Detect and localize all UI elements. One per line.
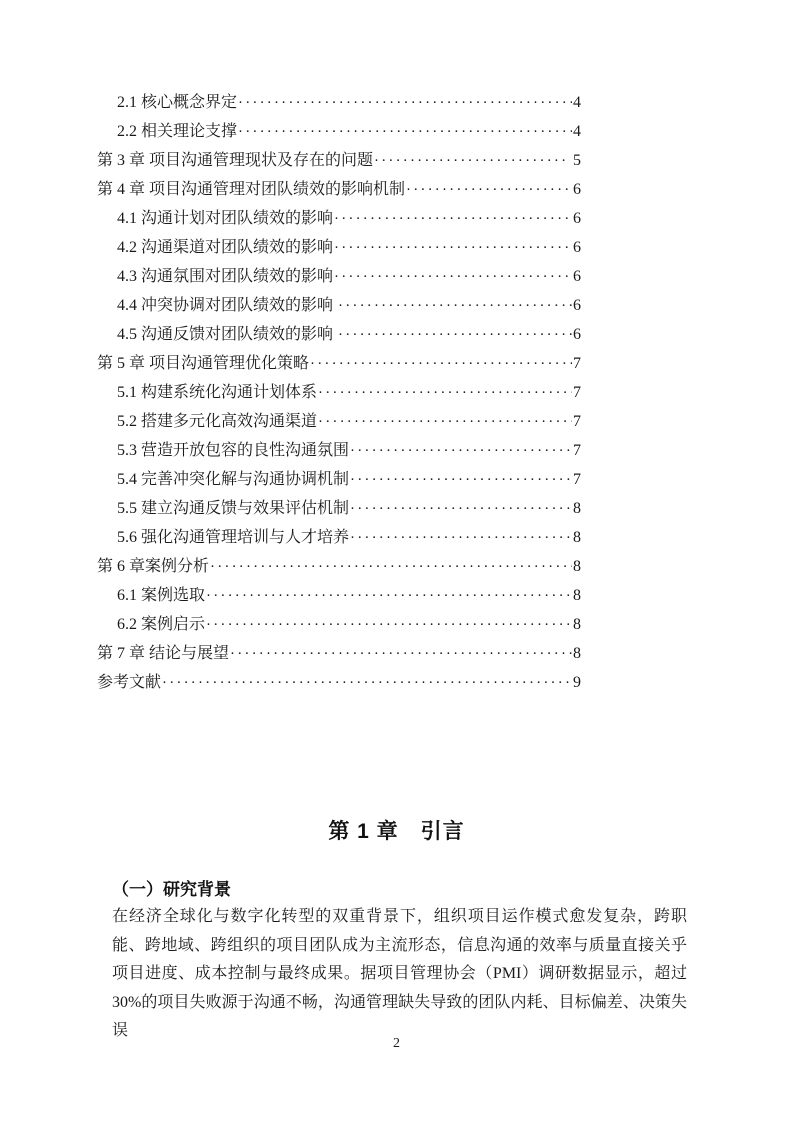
toc-entry-page: 4 bbox=[573, 123, 581, 140]
toc-leader-dots bbox=[338, 292, 572, 321]
toc-entry-label: 5.5 建立沟通反馈与效果评估机制 bbox=[117, 500, 350, 517]
toc-entry bbox=[97, 320, 581, 349]
toc-entry bbox=[97, 349, 581, 378]
toc-entry-page: 6 bbox=[569, 210, 581, 227]
toc-entry-label: 第 4 章 项目沟通管理对团队绩效的影响机制 bbox=[97, 181, 406, 198]
toc-leader-dots bbox=[230, 640, 572, 669]
toc-leader-dots bbox=[334, 234, 572, 263]
toc-entry-page: 8 bbox=[573, 645, 581, 662]
toc-entry bbox=[97, 523, 581, 552]
toc-entry bbox=[97, 436, 581, 465]
toc-leader-dots bbox=[318, 408, 572, 437]
toc-entry bbox=[97, 175, 581, 204]
toc-entry bbox=[97, 233, 581, 262]
toc-entry bbox=[97, 581, 581, 610]
toc-leader-dots bbox=[374, 147, 568, 176]
toc-leader-dots bbox=[338, 321, 572, 350]
toc-entry-label: 4.3 沟通氛围对团队绩效的影响 bbox=[117, 268, 334, 285]
toc-entry bbox=[97, 204, 581, 233]
toc-leader-dots bbox=[406, 176, 568, 205]
toc-entry bbox=[97, 117, 581, 146]
toc-entry-page: 8 bbox=[573, 616, 581, 633]
toc-entry-page: 7 bbox=[573, 442, 581, 459]
chapter-title: 第 1 章 引言 bbox=[328, 820, 465, 843]
toc-entry-page: 7 bbox=[573, 413, 581, 430]
toc-entry-label: 2.2 相关理论支撑 bbox=[117, 123, 238, 140]
toc-entry bbox=[97, 291, 581, 320]
toc-entry bbox=[97, 262, 581, 291]
toc-entry bbox=[97, 407, 581, 436]
toc-leader-dots bbox=[206, 611, 572, 640]
toc-entry-page: 7 bbox=[573, 384, 581, 401]
toc-leader-dots bbox=[210, 553, 572, 582]
toc-entry-page: 4 bbox=[573, 94, 581, 111]
toc-leader-dots bbox=[350, 495, 572, 524]
toc-entry-label: 第 7 章 结论与展望 bbox=[97, 645, 230, 662]
toc-entry-page: 7 bbox=[573, 471, 581, 488]
toc-entry-label: 第 5 章 项目沟通管理优化策略 bbox=[97, 355, 310, 372]
toc-entry-page: 6 bbox=[569, 181, 581, 198]
toc-entry-label: 第 3 章 项目沟通管理现状及存在的问题 bbox=[97, 152, 374, 169]
toc-leader-dots bbox=[238, 118, 572, 147]
toc-entry-label: 6.1 案例选取 bbox=[117, 587, 206, 604]
toc-entry bbox=[97, 146, 581, 175]
toc-leader-dots bbox=[334, 205, 568, 234]
toc-leader-dots bbox=[350, 466, 572, 495]
toc-leader-dots bbox=[238, 89, 572, 118]
toc-leader-dots bbox=[310, 350, 572, 379]
toc-entry-label: 第 6 章案例分析 bbox=[97, 558, 210, 575]
toc-entry bbox=[97, 668, 581, 697]
toc-leader-dots bbox=[318, 379, 572, 408]
toc-entry-label: 5.2 搭建多元化高效沟通渠道 bbox=[117, 413, 318, 430]
toc-entry-label: 5.3 营造开放包容的良性沟通氛围 bbox=[117, 442, 350, 459]
toc-entry-page: 6 bbox=[569, 268, 581, 285]
toc-entry-label: 5.1 构建系统化沟通计划体系 bbox=[117, 384, 318, 401]
toc-entry bbox=[97, 494, 581, 523]
toc-leader-dots bbox=[334, 263, 568, 292]
toc-entry-page: 9 bbox=[573, 674, 581, 691]
toc-leader-dots bbox=[350, 524, 572, 553]
toc-entry-label: 参考文献 bbox=[97, 674, 162, 691]
toc-entry-page: 6 bbox=[573, 297, 581, 314]
toc-entry-page: 6 bbox=[573, 239, 581, 256]
toc-entry-label: 5.4 完善冲突化解与沟通协调机制 bbox=[117, 471, 350, 488]
toc-entry-page: 8 bbox=[573, 558, 581, 575]
toc-entry-page: 5 bbox=[569, 152, 581, 169]
toc-entry-page: 8 bbox=[573, 500, 581, 517]
toc-entry bbox=[97, 465, 581, 494]
toc-entry-page: 8 bbox=[573, 587, 581, 604]
toc-entry-page: 6 bbox=[573, 326, 581, 343]
toc-entry bbox=[97, 88, 581, 117]
toc-entry-label: 4.2 沟通渠道对团队绩效的影响 bbox=[117, 239, 334, 256]
body-paragraph: 在经济全球化与数字化转型的双重背景下，组织项目运作模式愈发复杂，跨职能、跨地域、跨组织的项目团队成为主流形态，信息沟通的效率与质量直接关乎项目进度、成本控制与最终成果。据项目管理协会（PMI）调研数据显示，超过 30%的项目失败源于沟通不畅，沟通管理缺失导致的团队内耗、目标偏差、决策失误 bbox=[112, 908, 687, 1040]
toc-leader-dots bbox=[350, 437, 572, 466]
toc-entry-label: 2.1 核心概念界定 bbox=[117, 94, 238, 111]
toc-leader-dots bbox=[162, 669, 572, 698]
toc-entry bbox=[97, 378, 581, 407]
toc-entry-label: 6.2 案例启示 bbox=[117, 616, 206, 633]
toc-entry-label: 4.4 冲突协调对团队绩效的影响 bbox=[117, 297, 338, 314]
toc-entry-label: 4.1 沟通计划对团队绩效的影响 bbox=[117, 210, 334, 227]
toc-entry bbox=[97, 552, 581, 581]
toc-entry-page: 8 bbox=[573, 529, 581, 546]
toc-list bbox=[97, 88, 581, 697]
toc-entry-label: 4.5 沟通反馈对团队绩效的影响 bbox=[117, 326, 338, 343]
toc-entry bbox=[97, 610, 581, 639]
toc-leader-dots bbox=[206, 582, 572, 611]
section-heading: （一）研究背景 bbox=[112, 880, 231, 899]
toc-entry bbox=[97, 639, 581, 668]
page-number: 2 bbox=[393, 1036, 400, 1051]
toc-entry-label: 5.6 强化沟通管理培训与人才培养 bbox=[117, 529, 350, 546]
toc-entry-page: 7 bbox=[573, 355, 581, 372]
